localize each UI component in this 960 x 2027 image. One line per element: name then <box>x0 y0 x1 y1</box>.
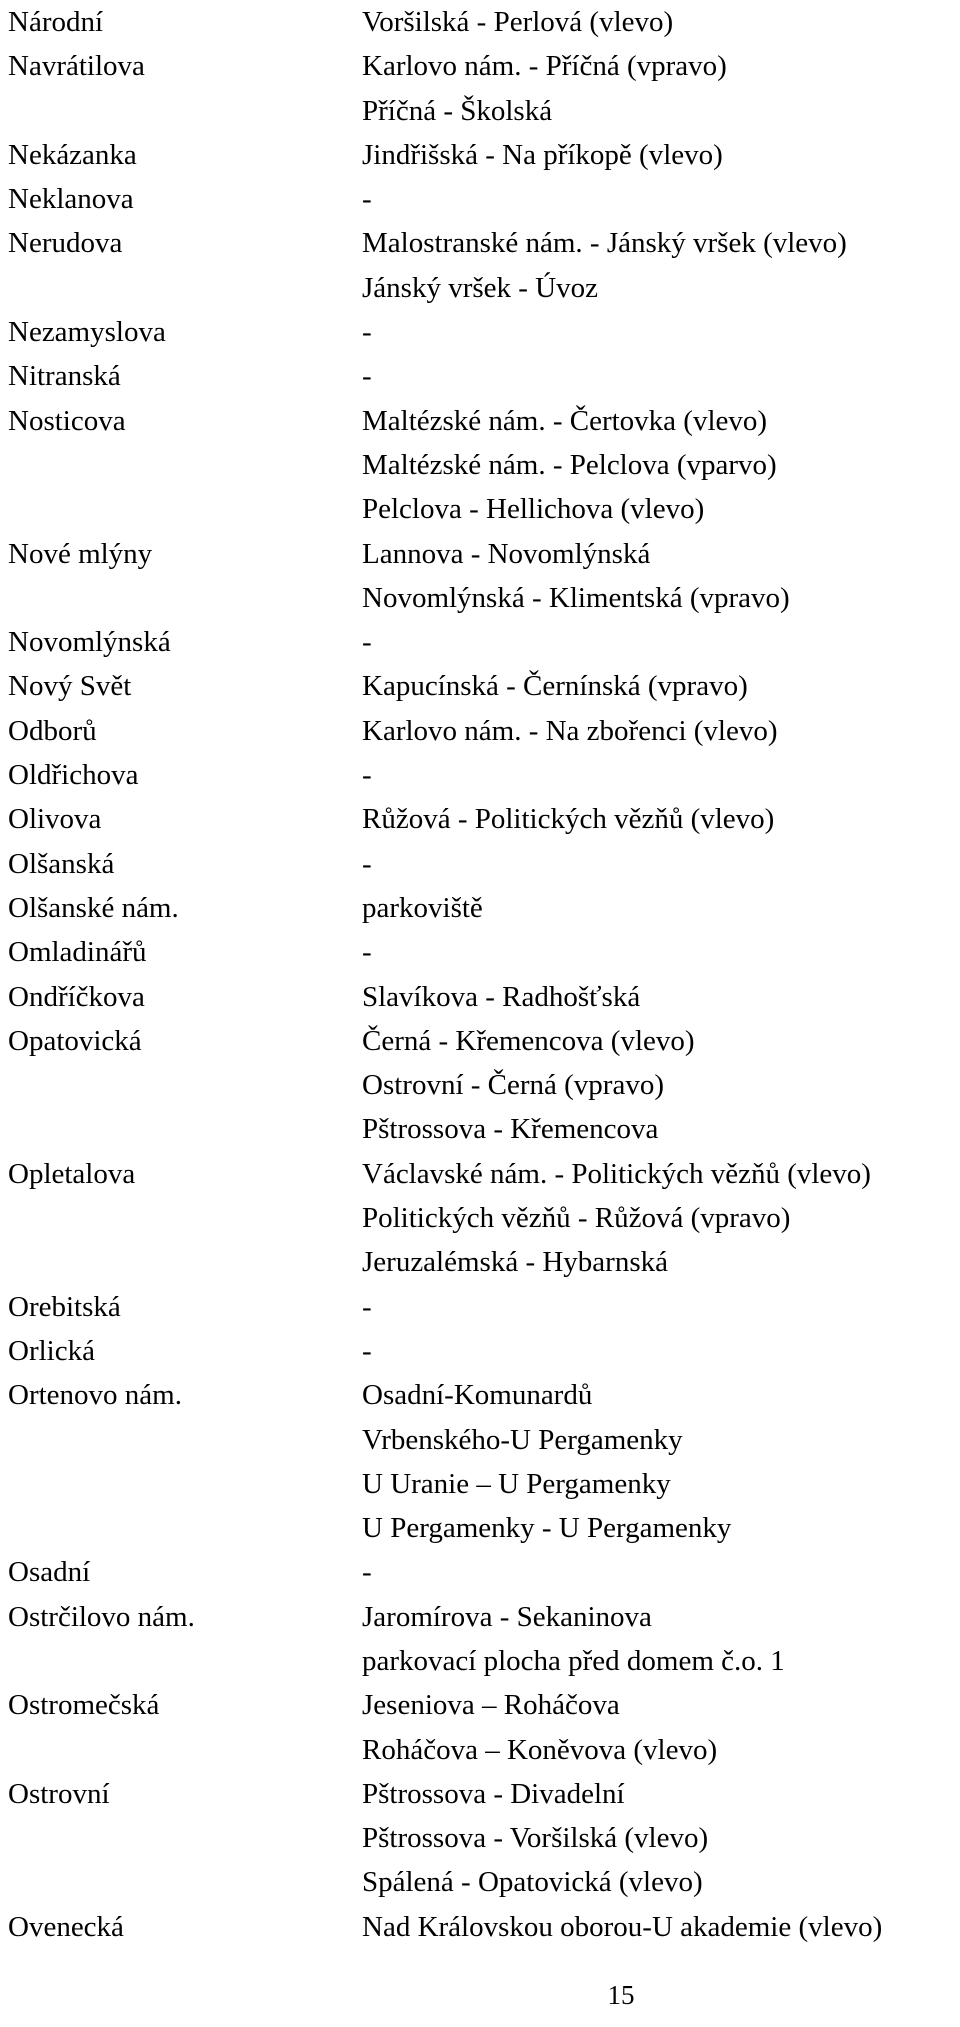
street-section: - <box>362 1556 372 1589</box>
street-name: Olivova <box>8 803 102 836</box>
street-section: Malostranské nám. - Jánský vršek (vlevo) <box>362 227 847 260</box>
page-number: 15 <box>607 1980 635 2010</box>
street-sections <box>362 753 958 797</box>
street-list <box>8 0 958 1949</box>
street-section: Růžová - Politických vězňů (vlevo) <box>362 803 775 836</box>
street-section: U Uranie – U Pergamenky <box>362 1467 671 1500</box>
street-sections <box>362 44 958 133</box>
street-sections <box>362 886 958 930</box>
street-name: Ostrovní <box>8 1777 110 1810</box>
street-entry <box>8 664 958 708</box>
street-name: Odborů <box>8 714 97 747</box>
street-name: Nitranská <box>8 360 121 393</box>
street-section: - <box>362 759 372 792</box>
street-sections <box>362 133 958 177</box>
street-sections <box>362 709 958 753</box>
street-name: Oldřichova <box>8 759 139 792</box>
street-name: Ostromečská <box>8 1689 160 1722</box>
street-sections <box>362 1152 958 1285</box>
street-name: Nosticova <box>8 404 126 437</box>
street-entry <box>8 532 958 621</box>
street-entry <box>8 886 958 930</box>
street-section: Karlovo nám. - Na zbořenci (vlevo) <box>362 714 778 747</box>
street-section: Roháčova – Koněvova (vlevo) <box>362 1733 718 1766</box>
street-section: Osadní-Komunardů <box>362 1379 593 1412</box>
street-entry <box>8 1683 958 1772</box>
street-entry <box>8 221 958 310</box>
street-section: U Pergamenky - U Pergamenky <box>362 1512 732 1545</box>
street-name: Ostrčilovo nám. <box>8 1600 195 1633</box>
street-entry <box>8 1595 958 1684</box>
street-name: Nekázanka <box>8 138 137 171</box>
street-sections <box>362 664 958 708</box>
street-sections <box>362 620 958 664</box>
street-section: - <box>362 183 372 216</box>
street-entry <box>8 930 958 974</box>
street-name: Novomlýnská <box>8 626 171 659</box>
street-name: Opletalova <box>8 1157 136 1190</box>
street-name: Nové mlýny <box>8 537 153 570</box>
street-section: Slavíkova - Radhošťská <box>362 980 641 1013</box>
street-entry <box>8 1550 958 1594</box>
street-entry <box>8 177 958 221</box>
street-section: Jaromírova - Sekaninova <box>362 1600 652 1633</box>
street-sections <box>362 797 958 841</box>
street-section: Pštrossova - Voršilská (vlevo) <box>362 1822 709 1855</box>
street-entry <box>8 1152 958 1285</box>
street-entry <box>8 1373 958 1550</box>
street-section: Ostrovní - Černá (vpravo) <box>362 1069 664 1102</box>
street-name: Orlická <box>8 1334 95 1367</box>
street-name: Opatovická <box>8 1024 142 1057</box>
street-sections <box>362 177 958 221</box>
street-section: Lannova - Novomlýnská <box>362 537 651 570</box>
street-section: - <box>362 936 372 969</box>
street-section: - <box>362 316 372 349</box>
street-sections <box>362 532 958 621</box>
street-name: Ondříčkova <box>8 980 145 1013</box>
street-section: parkoviště <box>362 891 483 924</box>
street-section: Maltézské nám. - Čertovka (vlevo) <box>362 404 768 437</box>
street-section: Příčná - Školská <box>362 94 553 127</box>
street-sections <box>362 1595 958 1684</box>
street-name: Neklanova <box>8 183 134 216</box>
street-name: Navrátilova <box>8 50 145 83</box>
street-entry <box>8 44 958 133</box>
street-section: Jeseniova – Roháčova <box>362 1689 620 1722</box>
street-section: Václavské nám. - Politických vězňů (vlevo) <box>362 1157 871 1190</box>
street-section: Kapucínská - Černínská (vpravo) <box>362 670 748 703</box>
street-sections <box>362 1373 958 1550</box>
street-sections <box>362 310 958 354</box>
street-entry <box>8 797 958 841</box>
street-section: Nad Královskou oborou-U akademie (vlevo) <box>362 1910 883 1943</box>
street-entry <box>8 753 958 797</box>
street-entry <box>8 399 958 532</box>
street-section: Pštrossova - Křemencova <box>362 1113 659 1146</box>
street-entry <box>8 0 958 44</box>
street-section: - <box>362 360 372 393</box>
street-section: Karlovo nám. - Příčná (vpravo) <box>362 50 727 83</box>
street-entry <box>8 620 958 664</box>
street-section: Politických vězňů - Růžová (vpravo) <box>362 1202 791 1235</box>
street-name: Nerudova <box>8 227 123 260</box>
street-section: Pelclova - Hellichova (vlevo) <box>362 493 705 526</box>
street-entry <box>8 975 958 1019</box>
street-section: - <box>362 626 372 659</box>
street-entry <box>8 842 958 886</box>
street-name: Orebitská <box>8 1290 121 1323</box>
street-entry <box>8 354 958 398</box>
street-name: Národní <box>8 6 104 38</box>
street-sections <box>362 0 958 44</box>
street-sections <box>362 221 958 310</box>
street-entry <box>8 1019 958 1152</box>
street-name: Ortenovo nám. <box>8 1379 182 1412</box>
street-entry <box>8 310 958 354</box>
street-sections <box>362 975 958 1019</box>
street-name: Osadní <box>8 1556 91 1589</box>
street-section: Vrbenského-U Pergamenky <box>362 1423 683 1456</box>
street-name: Olšanské nám. <box>8 891 179 924</box>
street-section: Jánský vršek - Úvoz <box>362 271 598 304</box>
street-entry <box>8 709 958 753</box>
street-sections <box>362 842 958 886</box>
street-name: Nový Svět <box>8 670 132 703</box>
street-section: Voršilská - Perlová (vlevo) <box>362 6 674 38</box>
street-sections <box>362 1019 958 1152</box>
street-section: Spálená - Opatovická (vlevo) <box>362 1866 703 1899</box>
street-name: Olšanská <box>8 847 115 880</box>
street-entry <box>8 1285 958 1329</box>
street-section: parkovací plocha před domem č.o. 1 <box>362 1644 785 1677</box>
street-sections <box>362 399 958 532</box>
street-entry <box>8 1905 958 1949</box>
street-sections <box>362 1550 958 1594</box>
street-section: Pštrossova - Divadelní <box>362 1777 625 1810</box>
street-section: Novomlýnská - Klimentská (vpravo) <box>362 581 790 614</box>
street-sections <box>362 354 958 398</box>
street-section: Maltézské nám. - Pelclova (vparvo) <box>362 448 777 481</box>
street-sections <box>362 1772 958 1905</box>
street-name: Nezamyslova <box>8 316 166 349</box>
street-sections <box>362 1285 958 1329</box>
street-section: Jindřišská - Na příkopě (vlevo) <box>362 138 723 171</box>
street-sections <box>362 1905 958 1949</box>
street-name: Omladinářů <box>8 936 147 969</box>
street-section: - <box>362 847 372 880</box>
street-entry <box>8 1329 958 1373</box>
street-sections <box>362 1329 958 1373</box>
street-section: - <box>362 1334 372 1367</box>
street-section: Černá - Křemencova (vlevo) <box>362 1024 695 1057</box>
street-entry <box>8 1772 958 1905</box>
street-section: Jeruzalémská - Hybarnská <box>362 1246 668 1279</box>
street-entry <box>8 133 958 177</box>
street-name: Ovenecká <box>8 1910 124 1943</box>
street-sections <box>362 1683 958 1772</box>
street-sections <box>362 930 958 974</box>
street-section: - <box>362 1290 372 1323</box>
